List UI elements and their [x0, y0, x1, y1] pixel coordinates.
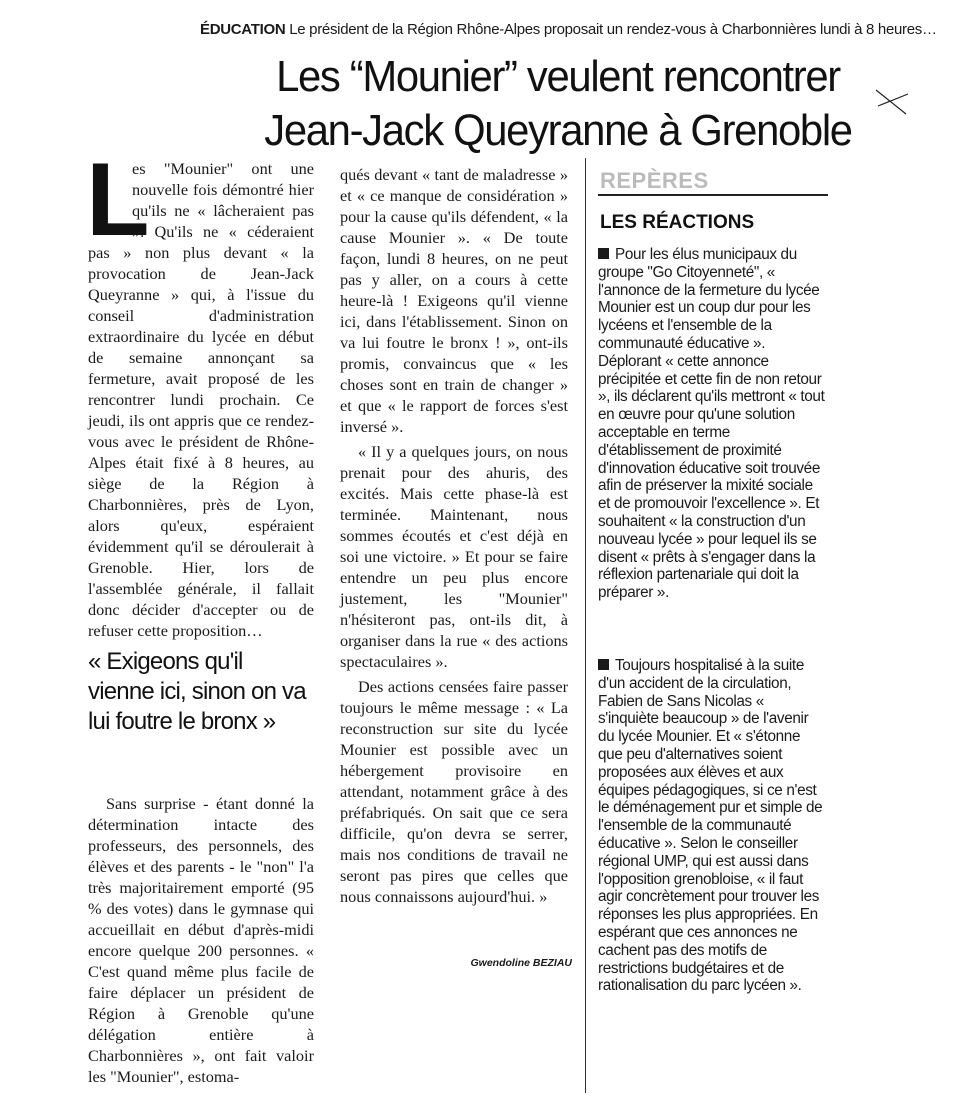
drop-cap: L — [86, 142, 150, 258]
article-lead-text: es "Mounier" ont une nouvelle fois démontré hier qu'ils ne « lâcheraient pas ». Qu'ils ne « céderaient pas » non plus devant « la provocation de Jean-Jack Queyranne » qui, à l'issue du conseil d'administration extraordinaire du lycée en début de semaine annonçant sa fermeture, avait proposé de les rencontrer lundi prochain. Ce jeudi, ils ont appris que ce rendez-vous avec le président de Rhône-Alpes était fixé à 8 heures, au siège de la Région à Charbonnières, près de Lyon, alors qu'eux, espéraient évidemment qu'il se déroulerait à Grenoble. Hier, lors de l'assemblée générale, il fallait donc décider d'accepter ou de refuser cette proposition… — [88, 159, 314, 640]
article-column-1-continued — [88, 793, 314, 1091]
handwritten-cross-mark — [872, 84, 912, 118]
kicker-text: Le président de la Région Rhône-Alpes proposait un rendez-vous à Charbonnières lundi à 8 heures… — [289, 21, 937, 38]
pull-quote: « Exigeons qu'il vienne ici, sinon on va lui foutre le bronx » — [88, 648, 306, 735]
sidebar-item-text: Pour les élus municipaux du groupe "Go Citoyenneté", « l'annonce de la fermeture du lycée Mounier est un coup dur pour les lycéens et l'ensemble de la communauté éducative ». Déplorant « cette annonce précipitée et cette fin de non retour », ils déclarent qu'ils mettront « tout en œuvre pour qu'une solution acceptable en terme d'établissement de proximité d'innovation éducative soit trouvée afin de préserver la mixité sociale et de promouvoir l'excellence ». Et souhaitent « la construction d'un nouveau lycée » pour lequel ils se disent « prêts à s'engager dans la réflexion partenariale qui doit la préparer ». — [598, 246, 825, 602]
sidebar-title: LES RÉACTIONS — [600, 212, 755, 233]
article-paragraph: qués devant « tant de maladresse » et « ce manque de considération » pour la cause qu'ils défendent, « la cause Mounier ». « De toute façon, lundi 8 heures, on ne peut pas y aller, on a cours à cette heure-là ! Exigeons qu'il vienne ici, dans l'établissement. Sinon on va lui foutre le bronx ! », ont-ils promis, convaincus que « les choses sont en train de changer » et que « le rapport de forces s'est inversé ». — [340, 165, 568, 436]
sidebar-item-text: Toujours hospitalisé à la suite d'un accident de la circulation, Fabien de Sans Nicolas « s'inquiète beaucoup » de l'avenir du lycée Mounier. Et « s'étonne que peu d'alternatives soient proposées aux élèves et aux équipes pédagogiques, si ce n'est le déménagement pur et simple de l'ensemble de la communauté éducative ». Selon le conseiller régional UMP, qui est aussi dans l'opposition grenobloise, « il faut agir concrètement pour trouver les réponses les plus appropriées. En espérant que ces annonces ne cachent pas des motifs de restrictions budgétaires et de rationalisation du parc lycéen ». — [598, 657, 823, 995]
headline-line-2: Jean-Jack Queyranne à Grenoble — [264, 106, 852, 155]
headline — [254, 50, 862, 158]
kicker-section: ÉDUCATION — [200, 21, 286, 38]
article-column-2 — [340, 164, 568, 911]
square-bullet-icon — [598, 659, 609, 670]
article-lead-paragraph — [86, 142, 314, 641]
kicker — [200, 21, 960, 38]
sidebar-label: REPÈRES — [600, 168, 709, 193]
headline-line-1: Les “Mounier” veulent rencontrer — [276, 52, 840, 101]
article-paragraph: Sans surprise - étant donné la détermination intacte des professeurs, des personnels, des élèves et des parents - le "non" l'a très majoritairement emporté (95 % des votes) dans le gymnase qui accueillait en début d'après-midi encore quelque 200 personnes. « C'est quand même plus facile de faire déplacer un président de Région à Grenoble qu'une délégation entière à Charbonnières », ont fait valoir les "Mounier", estoma- — [88, 794, 314, 1086]
article-column-1 — [86, 142, 314, 645]
article-paragraph: « Il y a quelques jours, on nous prenait pour des ahuris, des excités. Mais cette phase-là est terminée. Maintenant, nous sommes écoutés et c'est déjà en soi une victoire. » Et pour se faire entendre un peu plus encore justement, les "Mounier" n'hésiteront pas, ont-ils dit, à organiser dans la rue « des actions spectaculaires ». — [340, 442, 568, 671]
article-paragraph: Des actions censées faire passer toujours le même message : « La reconstruction sur site du lycée Mounier est possible avec un hébergement provisoire en attendant, notamment grâce à des préfabriqués. On sait que ce sera difficile, qu'on devra se serrer, mais nos conditions de travail ne seront pas pires que celles que nous connaissons aujourd'hui. » — [340, 677, 568, 906]
sidebar-item — [598, 657, 828, 995]
sidebar-item — [598, 246, 828, 602]
sidebar-rule — [598, 194, 828, 196]
square-bullet-icon — [598, 248, 609, 259]
column-divider — [585, 158, 586, 1093]
byline: Gwendoline BEZIAU — [470, 957, 572, 969]
